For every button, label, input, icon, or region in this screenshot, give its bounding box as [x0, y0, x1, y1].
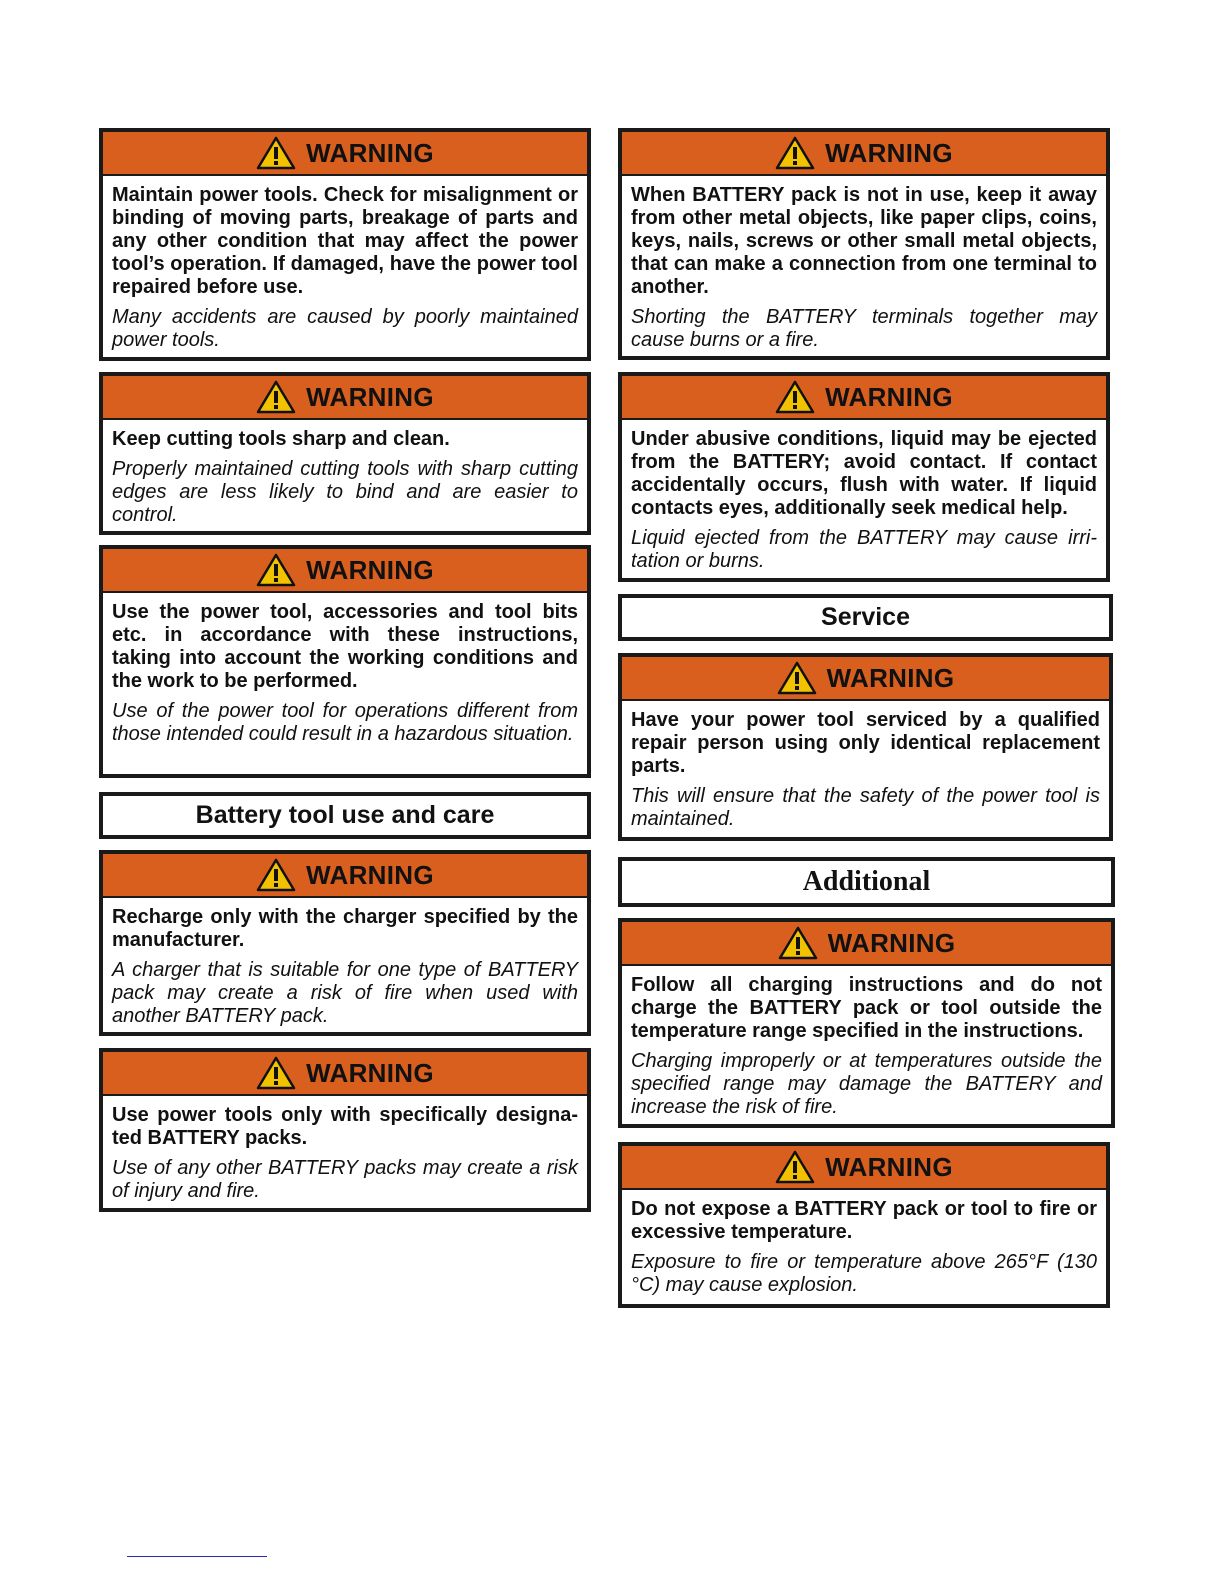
warning-label: WARNING [306, 381, 434, 412]
warning-instruction: Maintain power tools. Check for misalignment or binding of moving parts, breakage of parts and any other condition that may affect the power tool’s operation. If damaged, have the power tool repaired before use. [112, 184, 578, 298]
warning-label: WARNING [825, 381, 953, 412]
warning-label: WARNING [825, 1151, 953, 1182]
warning-explanation: Use of any other BATTERY packs may create a risk of injury and fire. [112, 1157, 578, 1202]
warning-label: WARNING [306, 554, 434, 585]
section-heading-battery-tool-use-and-care [99, 792, 591, 839]
warning-box-battery-metal-objects [618, 128, 1110, 360]
warning-explanation: Properly maintained cutting tools with sharp cutting edges are less likely to bind and are easier to control. [112, 458, 578, 526]
warning-instruction: Recharge only with the charger specified by the manufacturer. [112, 906, 578, 951]
warning-label: WARNING [306, 859, 434, 890]
section-title: Battery tool use and care [195, 801, 495, 829]
warning-header [103, 854, 587, 898]
warning-explanation: Liquid ejected from the BATTERY may cause irri-tation or burns. [631, 527, 1097, 572]
warning-box-designated-battery [99, 1048, 591, 1212]
warning-box-serviced-by-qualified-person [618, 653, 1113, 841]
warning-header [103, 549, 587, 593]
warning-triangle-icon [777, 661, 817, 695]
section-title: Additional [802, 866, 931, 897]
warning-label: WARNING [306, 1057, 434, 1088]
warning-header [622, 376, 1106, 420]
warning-header [103, 132, 587, 176]
warning-header [622, 657, 1109, 701]
warning-box-maintain-power-tools [99, 128, 591, 361]
warning-label: WARNING [827, 927, 956, 958]
warning-header [622, 922, 1111, 966]
warning-explanation: This will ensure that the safety of the power tool is maintained. [631, 785, 1100, 830]
warning-explanation: Shorting the BATTERY terminals together may cause burns or a fire. [631, 306, 1097, 351]
warning-instruction: Under abusive conditions, liquid may be ejected from the BATTERY; avoid contact. If contact accidentally occurs, flush with water. If liquid contacts eyes, additionally seek medical help. [631, 428, 1097, 519]
warning-box-fire-excessive-temperature [618, 1142, 1110, 1308]
warning-triangle-icon [775, 1150, 815, 1184]
warning-triangle-icon [256, 553, 296, 587]
warning-label: WARNING [826, 662, 955, 693]
warning-explanation: Many accidents are caused by poorly maintained power tools. [112, 306, 578, 351]
warning-box-use-power-tool [99, 545, 591, 778]
warning-box-recharge [99, 850, 591, 1036]
section-heading-service [618, 594, 1113, 641]
warning-instruction: Do not expose a BATTERY pack or tool to fire or excessive temperature. [631, 1198, 1097, 1243]
warning-box-cutting-tools [99, 372, 591, 535]
warning-box-charging-instructions [618, 918, 1115, 1128]
warning-triangle-icon [775, 380, 815, 414]
warning-box-liquid-ejected [618, 372, 1110, 582]
warning-label: WARNING [825, 137, 953, 168]
section-heading-additional [618, 857, 1115, 907]
warning-instruction: Follow all charging instructions and do not charge the BATTERY pack or tool outside the temperature range specified in the instructions. [631, 974, 1102, 1042]
warning-triangle-icon [256, 1056, 296, 1090]
warning-explanation: Use of the power tool for operations different from those intended could result in a hazardous situation. [112, 700, 578, 745]
warning-explanation: A charger that is suitable for one type of BATTERY pack may create a risk of fire when used with another BATTERY pack. [112, 959, 578, 1027]
warning-explanation: Exposure to fire or temperature above 265°F (130 °C) may cause explosion. [631, 1251, 1097, 1296]
warning-triangle-icon [775, 136, 815, 170]
warning-header [103, 1052, 587, 1096]
footer-rule [127, 1556, 267, 1557]
warning-instruction: Use the power tool, accessories and tool bits etc. in accordance with these instructions, taking into account the working conditions and the work to be performed. [112, 601, 578, 692]
warning-triangle-icon [256, 380, 296, 414]
warning-header [622, 132, 1106, 176]
warning-instruction: Keep cutting tools sharp and clean. [112, 428, 450, 450]
warning-triangle-icon [256, 136, 296, 170]
warning-label: WARNING [306, 137, 434, 168]
warning-instruction: Have your power tool serviced by a qualified repair person using only identical replacement parts. [631, 709, 1100, 777]
warning-instruction: When BATTERY pack is not in use, keep it away from other metal objects, like paper clips, coins, keys, nails, screws or other small metal objects, that can make a connection from one terminal to another. [631, 184, 1097, 298]
warning-header [622, 1146, 1106, 1190]
warning-triangle-icon [256, 858, 296, 892]
warning-explanation: Charging improperly or at temperatures outside the specified range may damage the BATTERY and increase the risk of fire. [631, 1050, 1102, 1118]
section-title: Service [821, 603, 910, 631]
warning-header [103, 376, 587, 420]
warning-triangle-icon [778, 926, 818, 960]
warning-instruction: Use power tools only with specifically designa-ted BATTERY packs. [112, 1104, 578, 1149]
